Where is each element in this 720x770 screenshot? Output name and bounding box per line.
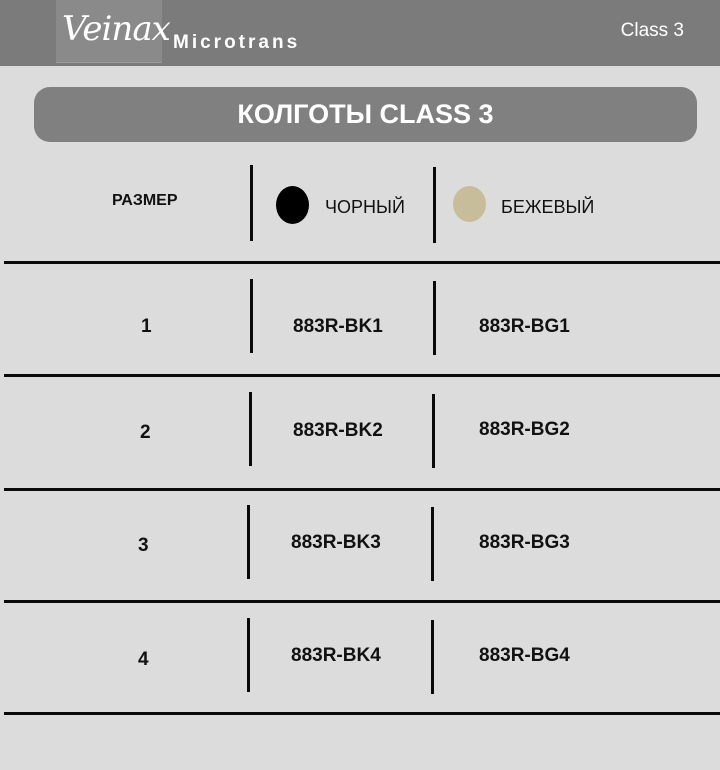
black-color-swatch [276, 186, 309, 224]
black-sku-cell: 883R-BK4 [291, 645, 381, 666]
row-separator [4, 600, 720, 603]
black-sku-cell: 883R-BK1 [293, 316, 383, 337]
column-divider [431, 507, 434, 581]
beige-sku-cell: 883R-BG2 [479, 419, 570, 440]
beige-column-header: БЕЖЕВЫЙ [501, 197, 595, 217]
column-divider [250, 279, 253, 353]
size-cell: 3 [138, 535, 149, 556]
beige-sku-cell: 883R-BG3 [479, 532, 570, 553]
class-label: Class 3 [620, 20, 684, 41]
column-divider [431, 620, 434, 694]
black-column-header: ЧОРНЫЙ [325, 197, 405, 217]
column-divider [433, 167, 436, 243]
row-separator [4, 374, 720, 377]
black-sku-cell: 883R-BK2 [293, 420, 383, 441]
beige-color-swatch [453, 186, 486, 222]
column-divider [250, 165, 253, 241]
column-divider [432, 394, 435, 468]
black-sku-cell: 883R-BK3 [291, 532, 381, 553]
page-title: КОЛГОТЫ CLASS 3 [237, 99, 494, 129]
size-column-header: РАЗМЕР [112, 192, 178, 209]
row-separator [4, 261, 720, 264]
size-cell: 2 [140, 422, 151, 443]
column-divider [247, 618, 250, 692]
title-bar [34, 87, 697, 142]
size-cell: 4 [138, 649, 149, 670]
beige-sku-cell: 883R-BG4 [479, 645, 570, 666]
header-bar [0, 0, 720, 66]
size-cell: 1 [141, 316, 152, 337]
column-divider [433, 281, 436, 355]
column-divider [249, 392, 252, 466]
column-divider [247, 505, 250, 579]
brand-logo: Veinax [62, 9, 170, 49]
row-separator [4, 488, 720, 491]
brand-subtitle: Microtrans [173, 32, 301, 53]
beige-sku-cell: 883R-BG1 [479, 316, 570, 337]
row-separator [4, 712, 720, 715]
